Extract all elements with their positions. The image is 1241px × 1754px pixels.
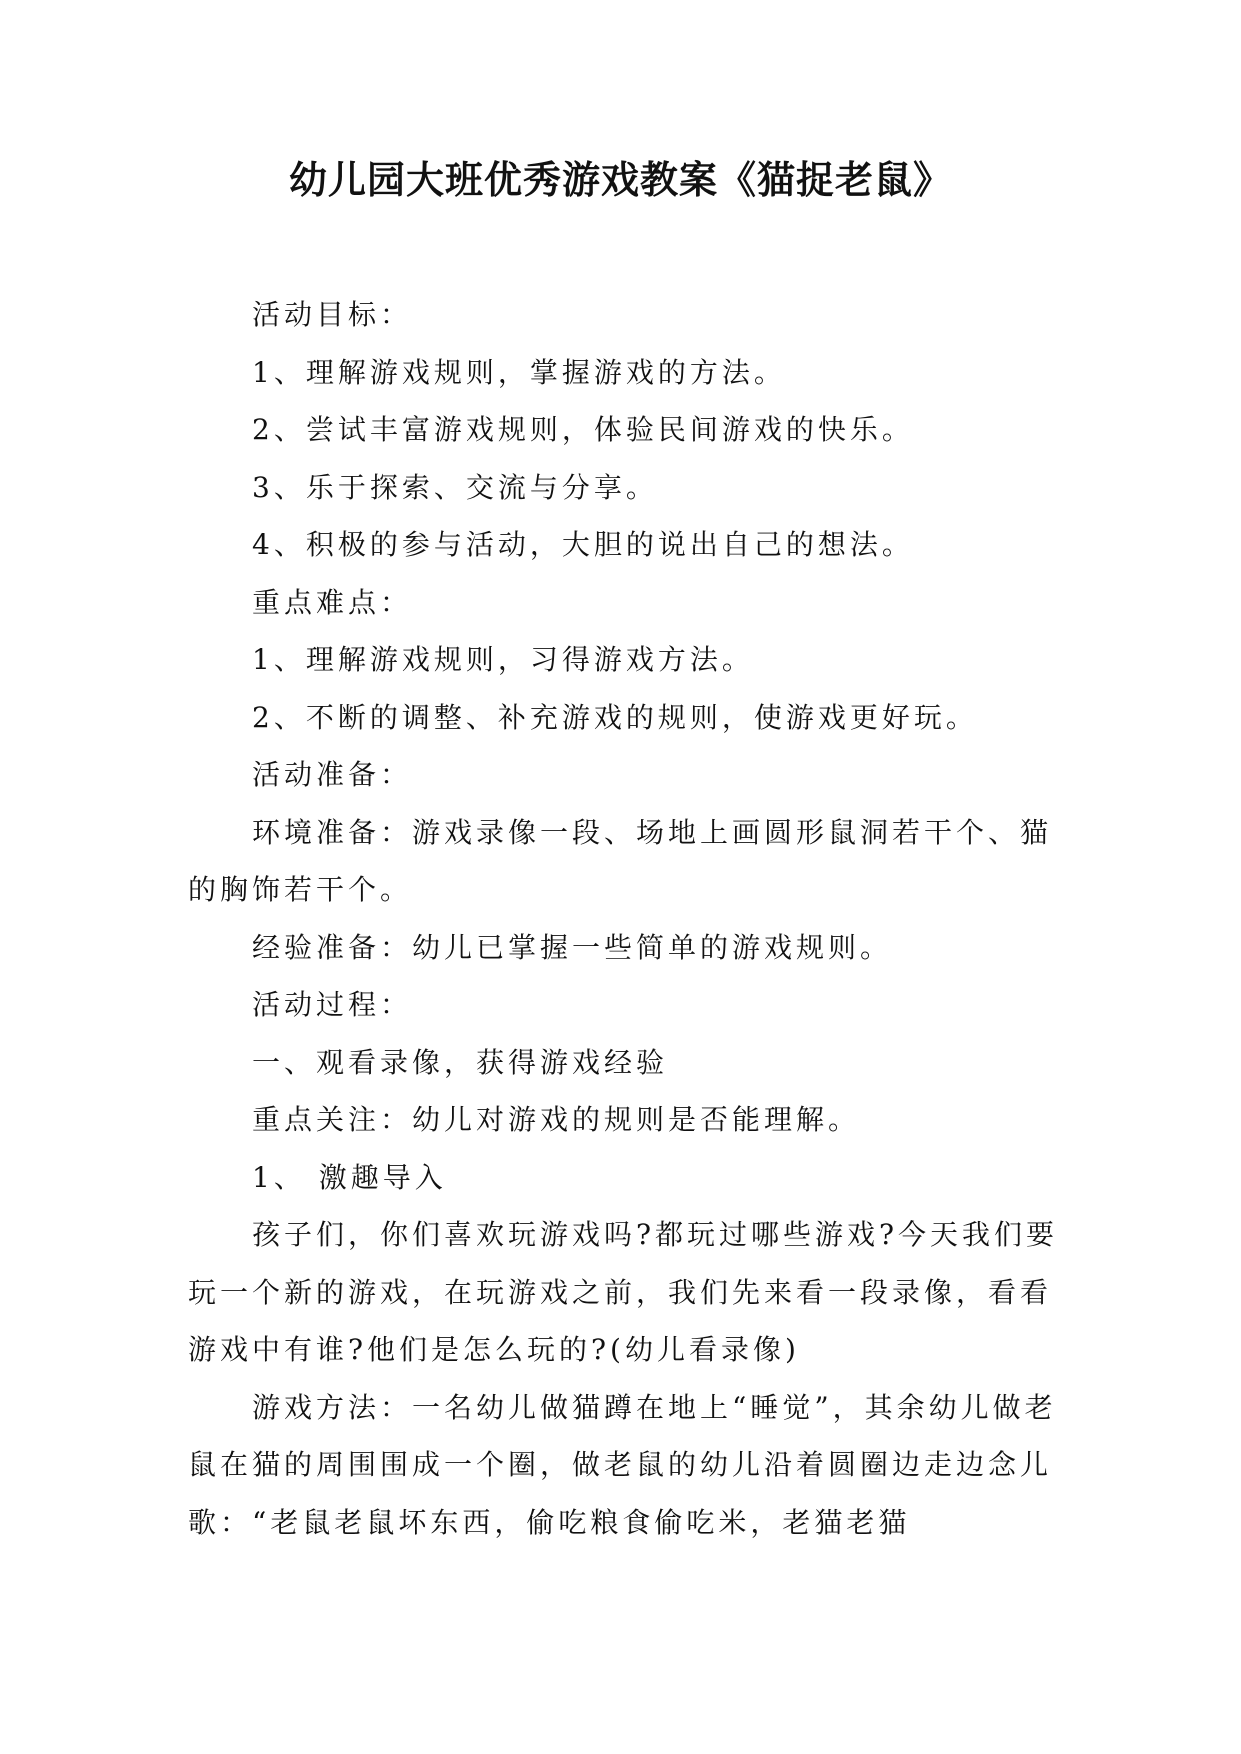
process-intro-text: 孩子们，你们喜欢玩游戏吗?都玩过哪些游戏?今天我们要玩一个新的游戏，在玩游戏之前，我们先来看一段录像，看看游戏中有谁?他们是怎么玩的?(幼儿看录像) [188,1218,1059,1366]
section-heading-preparation: 活动准备： [252,758,413,791]
preparation-environment: 环境准备：游戏录像一段、场地上画圆形鼠洞若干个、猫的胸饰若干个。 [188,815,1053,906]
process-focus: 重点关注：幼儿对游戏的规则是否能理解。 [252,1103,861,1136]
process-step-1-heading: 一、观看录像，获得游戏经验 [252,1045,669,1079]
section-heading-key-points: 重点难点： [252,585,413,619]
section-heading-objectives: 活动目标： [252,298,413,331]
process-substep-intro: 1、 激趣导入 [252,1160,447,1194]
preparation-experience: 经验准备：幼儿已掌握一些简单的游戏规则。 [252,930,893,964]
game-method-text: 游戏方法：一名幼儿做猫蹲在地上“睡觉”，其余幼儿做老鼠在猫的周围围成一个圈，做老鼠的幼儿沿着圆圈边走边念儿歌：“老鼠老鼠坏东西，偷吃粮食偷吃米，老猫老猫 [188,1390,1057,1539]
section-heading-process: 活动过程： [252,988,413,1021]
objective-item-2: 2、尝试丰富游戏规则，体验民间游戏的快乐。 [252,413,914,446]
objective-item-3: 3、乐于探索、交流与分享。 [252,470,658,504]
objective-item-4: 4、积极的参与活动，大胆的说出自己的想法。 [252,528,914,561]
document-body [188,286,1068,1551]
key-point-item-1: 1、理解游戏规则，习得游戏方法。 [252,643,754,676]
document-title: 幼儿园大班优秀游戏教案《猫捉老鼠》 [288,158,952,202]
key-point-item-2: 2、不断的调整、补充游戏的规则，使游戏更好玩。 [252,700,978,734]
objective-item-1: 1、理解游戏规则，掌握游戏的方法。 [252,355,786,389]
